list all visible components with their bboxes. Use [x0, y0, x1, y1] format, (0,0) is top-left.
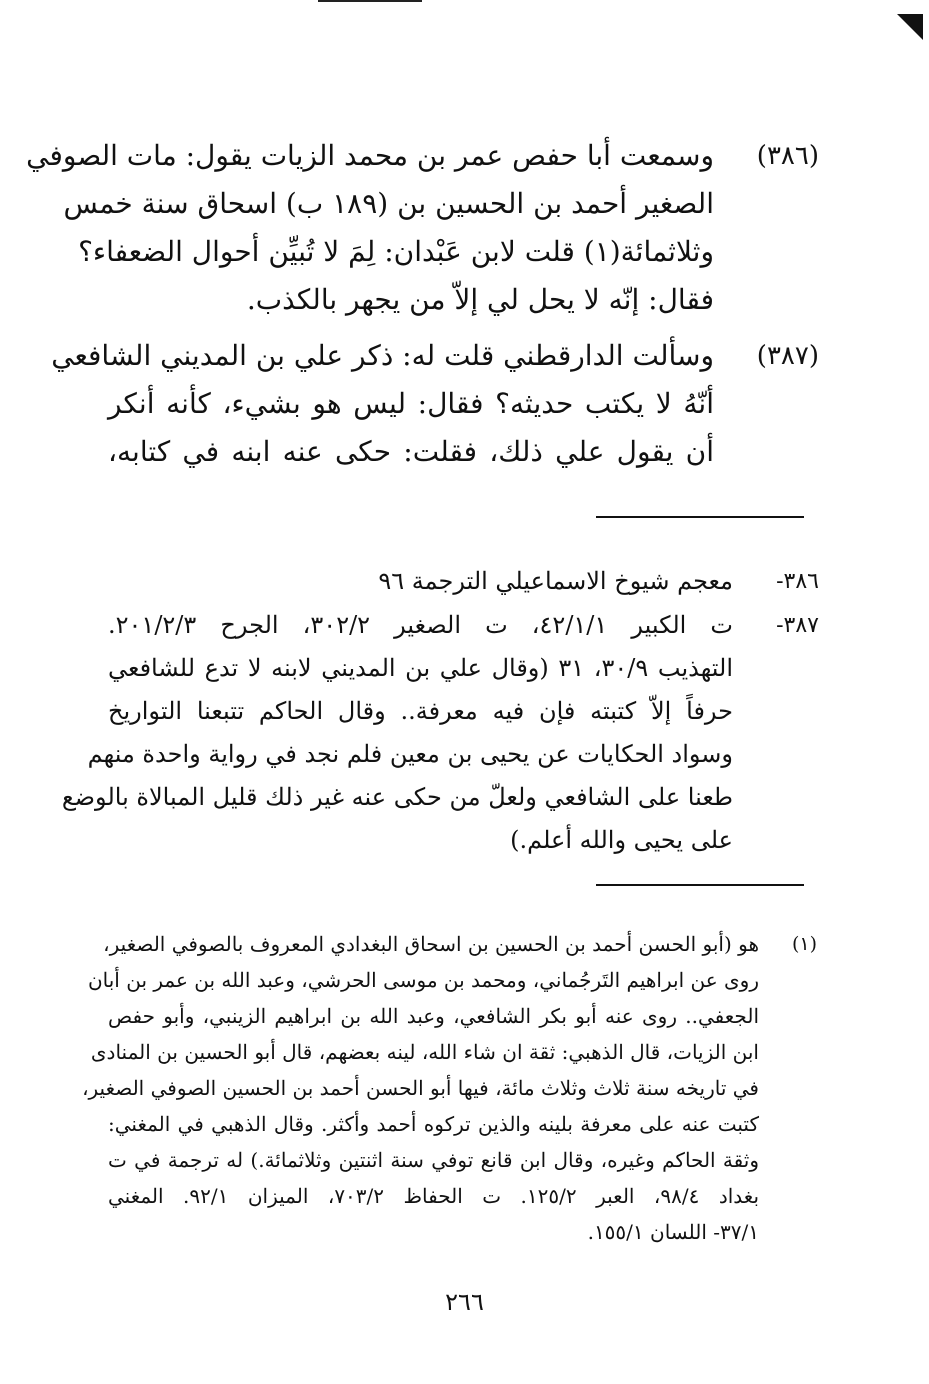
text-line: على يحيى والله أعلم.): [510, 826, 733, 854]
text-line: الجعفي.. روى عنه أبو بكر الشافعي، وعبد الله بن ابراهيم الزينبي، وأبو حفص: [108, 1004, 759, 1028]
entry-number: (٣٨٦): [756, 141, 819, 171]
text-line: وسواد الحكايات عن يحيى بن معين فلم نجد في رواية واحدة منهم: [87, 740, 733, 768]
text-line: وثقة الحاكم وغيره، وقال ابن قانع توفي سنة اثنتين وثلاثمائة.) له ترجمة في ت: [108, 1148, 759, 1172]
text-line: بغداد ٩٨/٤، العبر ١٢٥/٢. ت الحفاظ ٧٠٣/٢، الميزان ٩٢/١. المغني: [108, 1184, 760, 1208]
text-line: التهذيب ٣٠/٩، ٣١ (وقال علي بن المديني لابنه لا تدع للشافعي: [108, 654, 734, 682]
corner-triangle-icon: [897, 14, 923, 40]
text-line: أنّهُ لا يكتب حديثه؟ فقال: ليس هو بشيء، كأنه أنكر: [108, 387, 714, 420]
text-line: كتبت عنه على معرفة بلينه والذين تركوه أحمد وأكثر. وقال الذهبي في المغني:: [108, 1112, 759, 1136]
note-text: [108, 560, 733, 603]
text-line: وثلاثمائة(١) قلت لابن عَبْدان: لِمَ لا تُبيِّن أحوال الضعفاء؟: [78, 235, 714, 268]
note-text: [61, 604, 734, 862]
text-line: روى عن ابراهيم التَرجُماني، ومحمد بن موسى الحرشي، وعبد الله بن عمر بن أبان: [87, 968, 759, 992]
text-line: طعنا على الشافعي ولعلّ من حكى عنه غير ذلك قليل المبالاة بالوضع: [61, 783, 733, 811]
text-line: هو (أبو الحسن أحمد بن الحسين بن اسحاق البغدادي المعروف بالصوفي الصغير،: [103, 932, 759, 956]
text-line: ابن الزيات، قال الذهبي: ثقة ان شاء الله، لينه بعضهم، قال أبو الحسين بن المنادى: [90, 1040, 759, 1064]
text-line: أن يقول علي ذلك، فقلت: حكى عنه ابنه في كتابه،: [108, 435, 714, 468]
notes-separator: [596, 516, 804, 518]
note-number: ٣٨٦-: [776, 569, 819, 594]
text-line: ت الكبير ٤٢/١/١، ت الصغير ٣٠٢/٢، الجرح ٢٠١/٢/٣.: [108, 611, 733, 639]
footnote-text: [82, 926, 760, 1250]
footnote-number: (١): [791, 933, 817, 955]
text-line: وسألت الدارقطني قلت له: ذكر علي بن المديني الشافعي: [51, 339, 714, 372]
text-line: في تاريخه سنة ثلاث وثلاث مائة، فيها أبو الحسن أحمد بن الحسين الصوفي الصغير،: [82, 1076, 759, 1100]
text-line: فقال: إنّه لا يحل لي إلاّ من يجهر بالكذب.: [246, 283, 714, 316]
top-edge-rule: [318, 0, 422, 2]
page-number: ٢٦٦: [445, 1288, 484, 1316]
text-line: وسمعت أبا حفص عمر بن محمد الزيات يقول: مات الصوفي: [26, 139, 714, 172]
text-line: حرفاً إلاّ كتبته فإن فيه معرفة.. وقال الحاكم تتبعنا التواريخ: [108, 697, 733, 725]
entry-text: [26, 132, 714, 324]
entry-text: [51, 332, 714, 476]
footnote-separator: [596, 884, 804, 886]
text-line: ٣٧/١- اللسان ١٥٥/١.: [587, 1220, 759, 1244]
text-line: معجم شيوخ الاسماعيلي الترجمة ٩٦: [378, 567, 733, 595]
entry-number: (٣٨٧): [756, 341, 819, 371]
text-line: الصغير أحمد بن الحسين بن (١٨٩ ب) اسحاق سنة خمس: [63, 187, 714, 220]
note-number: ٣٨٧-: [776, 613, 819, 638]
